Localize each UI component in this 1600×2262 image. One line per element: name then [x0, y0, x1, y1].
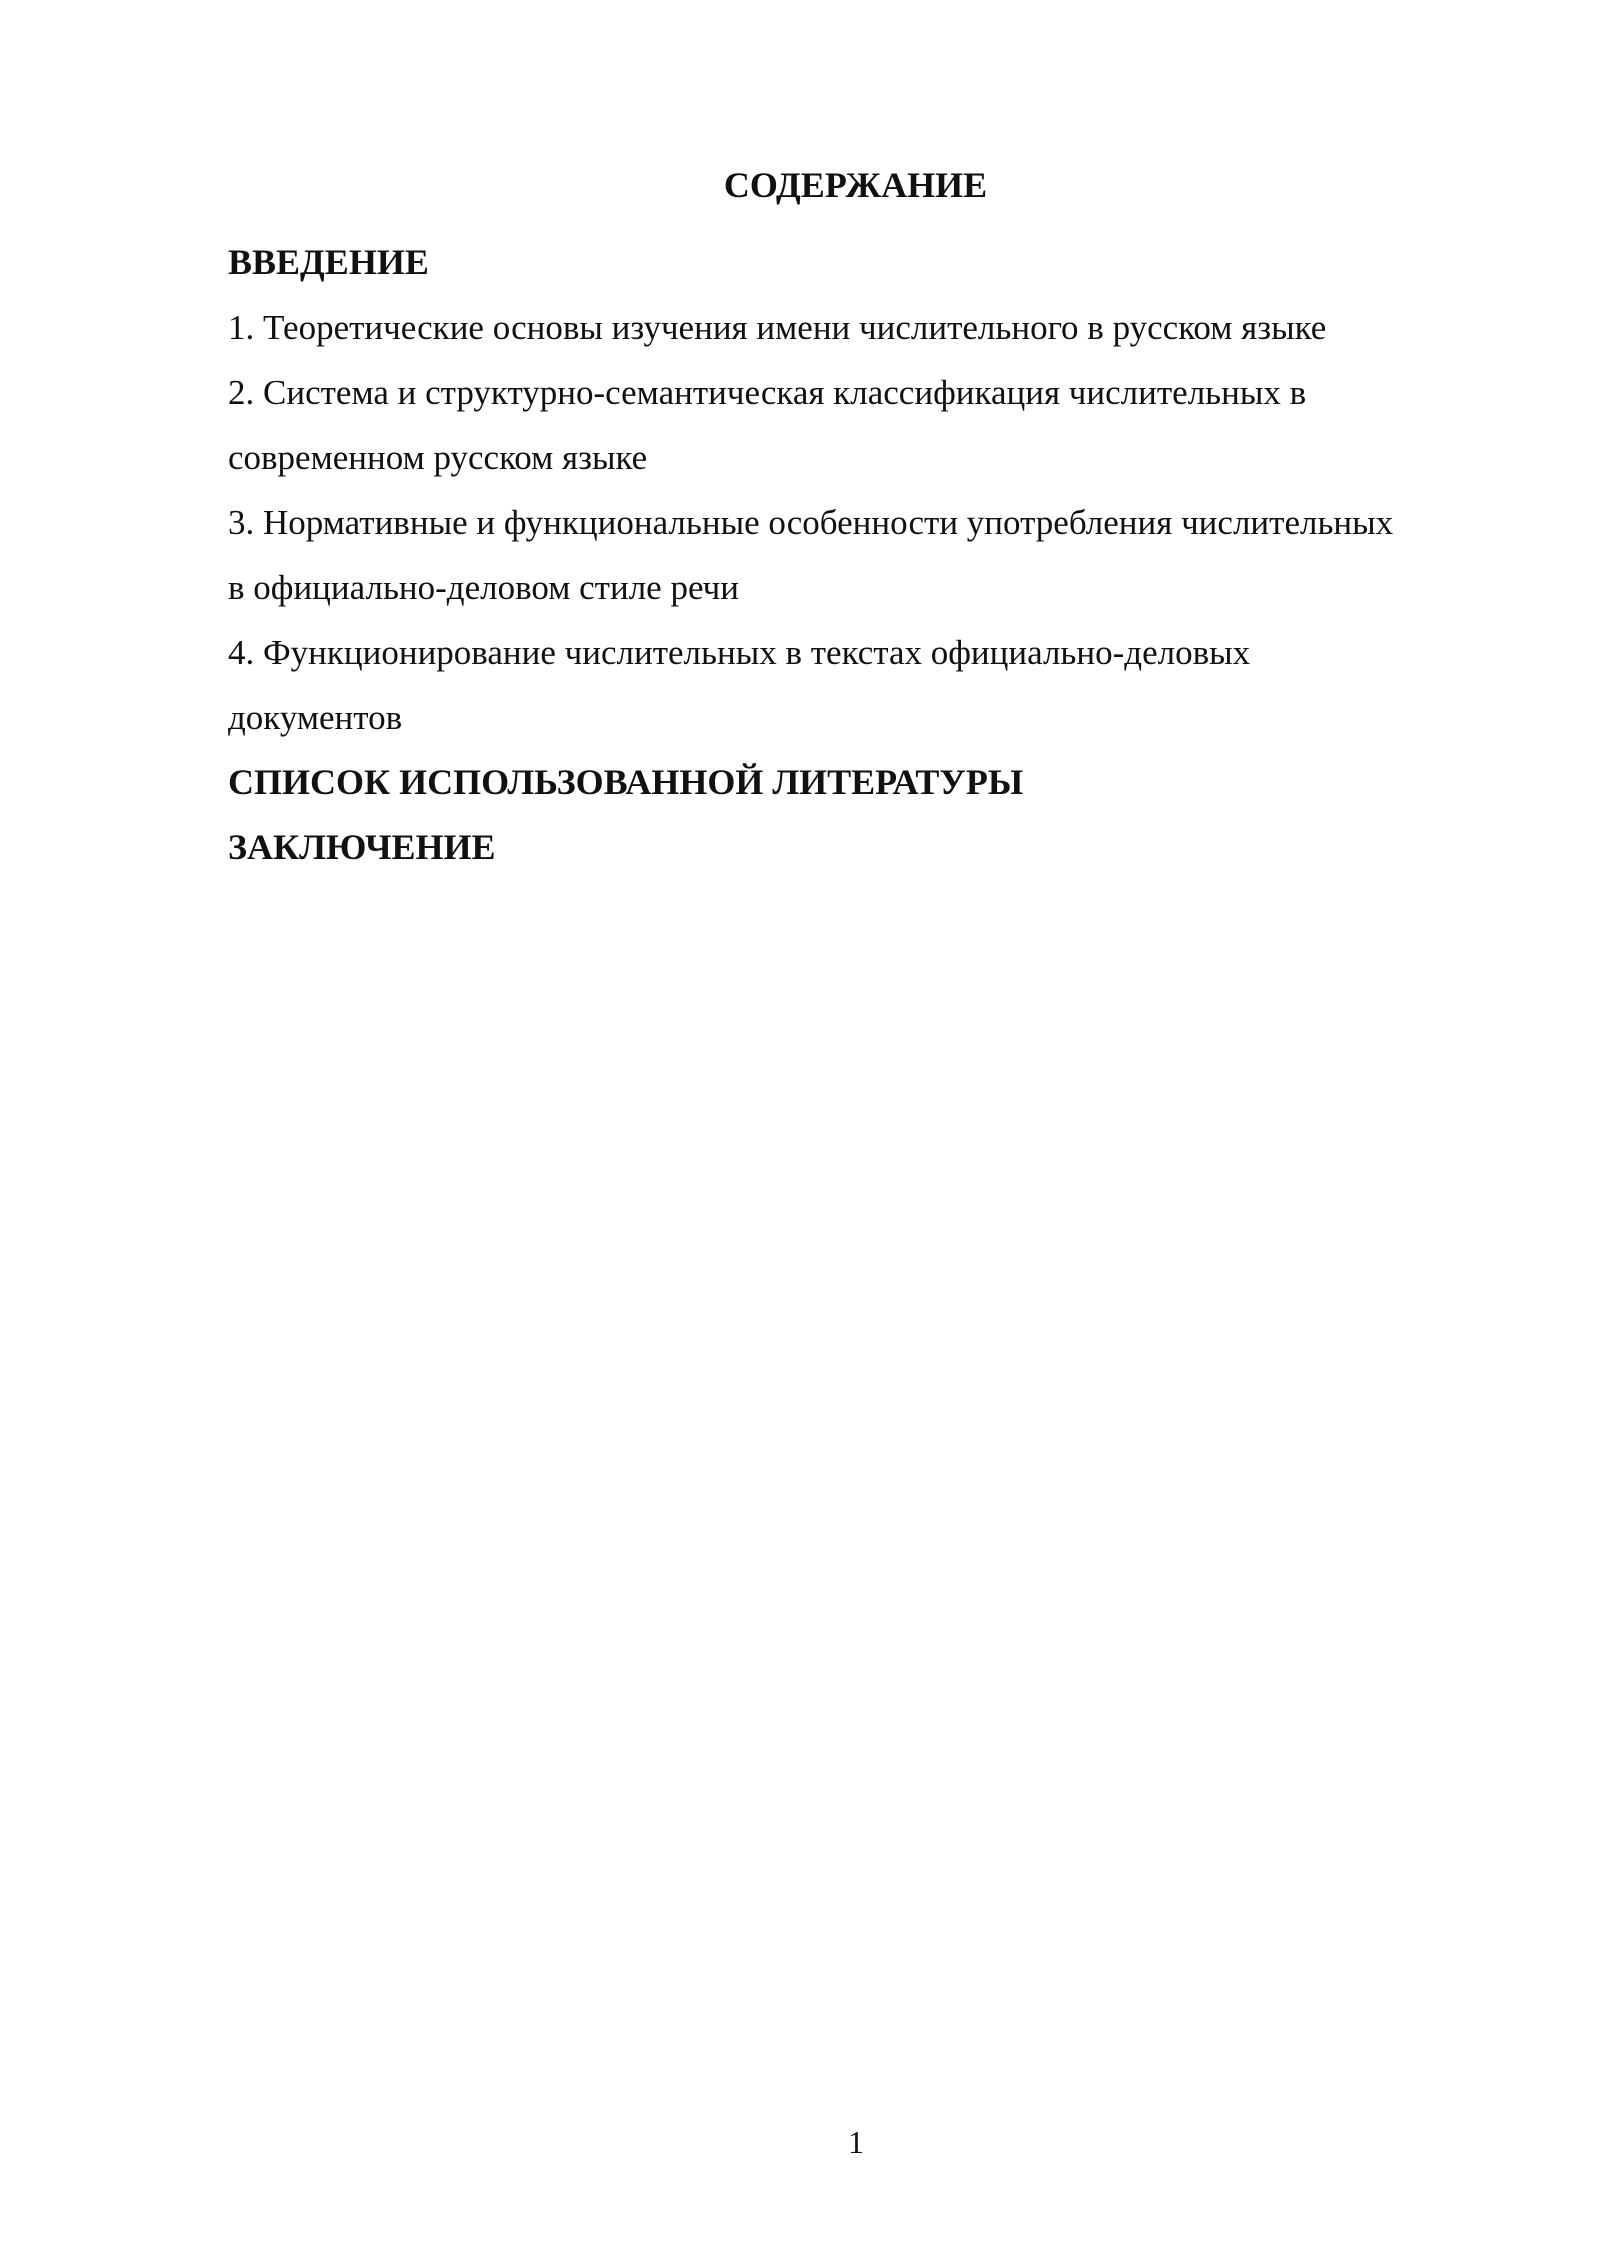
- toc-entry-chapter-3: 3. Нормативные и функциональные особенности употребления числительных: [228, 503, 1394, 542]
- table-of-contents: [228, 160, 1508, 880]
- toc-entry-chapter-4: 4. Функционирование числительных в текстах официально-деловых: [228, 633, 1251, 672]
- toc-entry-chapter-2-continued: современном русском языке: [228, 438, 648, 477]
- page-number: 1: [848, 2124, 864, 2160]
- toc-entry-conclusion: ЗАКЛЮЧЕНИЕ: [228, 827, 496, 867]
- toc-title: СОДЕРЖАНИЕ: [723, 165, 988, 205]
- toc-entry-chapter-4-continued: документов: [228, 698, 403, 737]
- toc-entry-chapter-2: 2. Система и структурно-семантическая классификация числительных в: [228, 373, 1307, 412]
- toc-entry-chapter-3-continued: в официально-деловом стиле речи: [228, 568, 739, 607]
- toc-entry-introduction: ВВЕДЕНИЕ: [228, 242, 429, 282]
- toc-entry-chapter-1: 1. Теоретические основы изучения имени числительного в русском языке: [228, 308, 1327, 347]
- toc-entry-references: СПИСОК ИСПОЛЬЗОВАННОЙ ЛИТЕРАТУРЫ: [228, 762, 1024, 802]
